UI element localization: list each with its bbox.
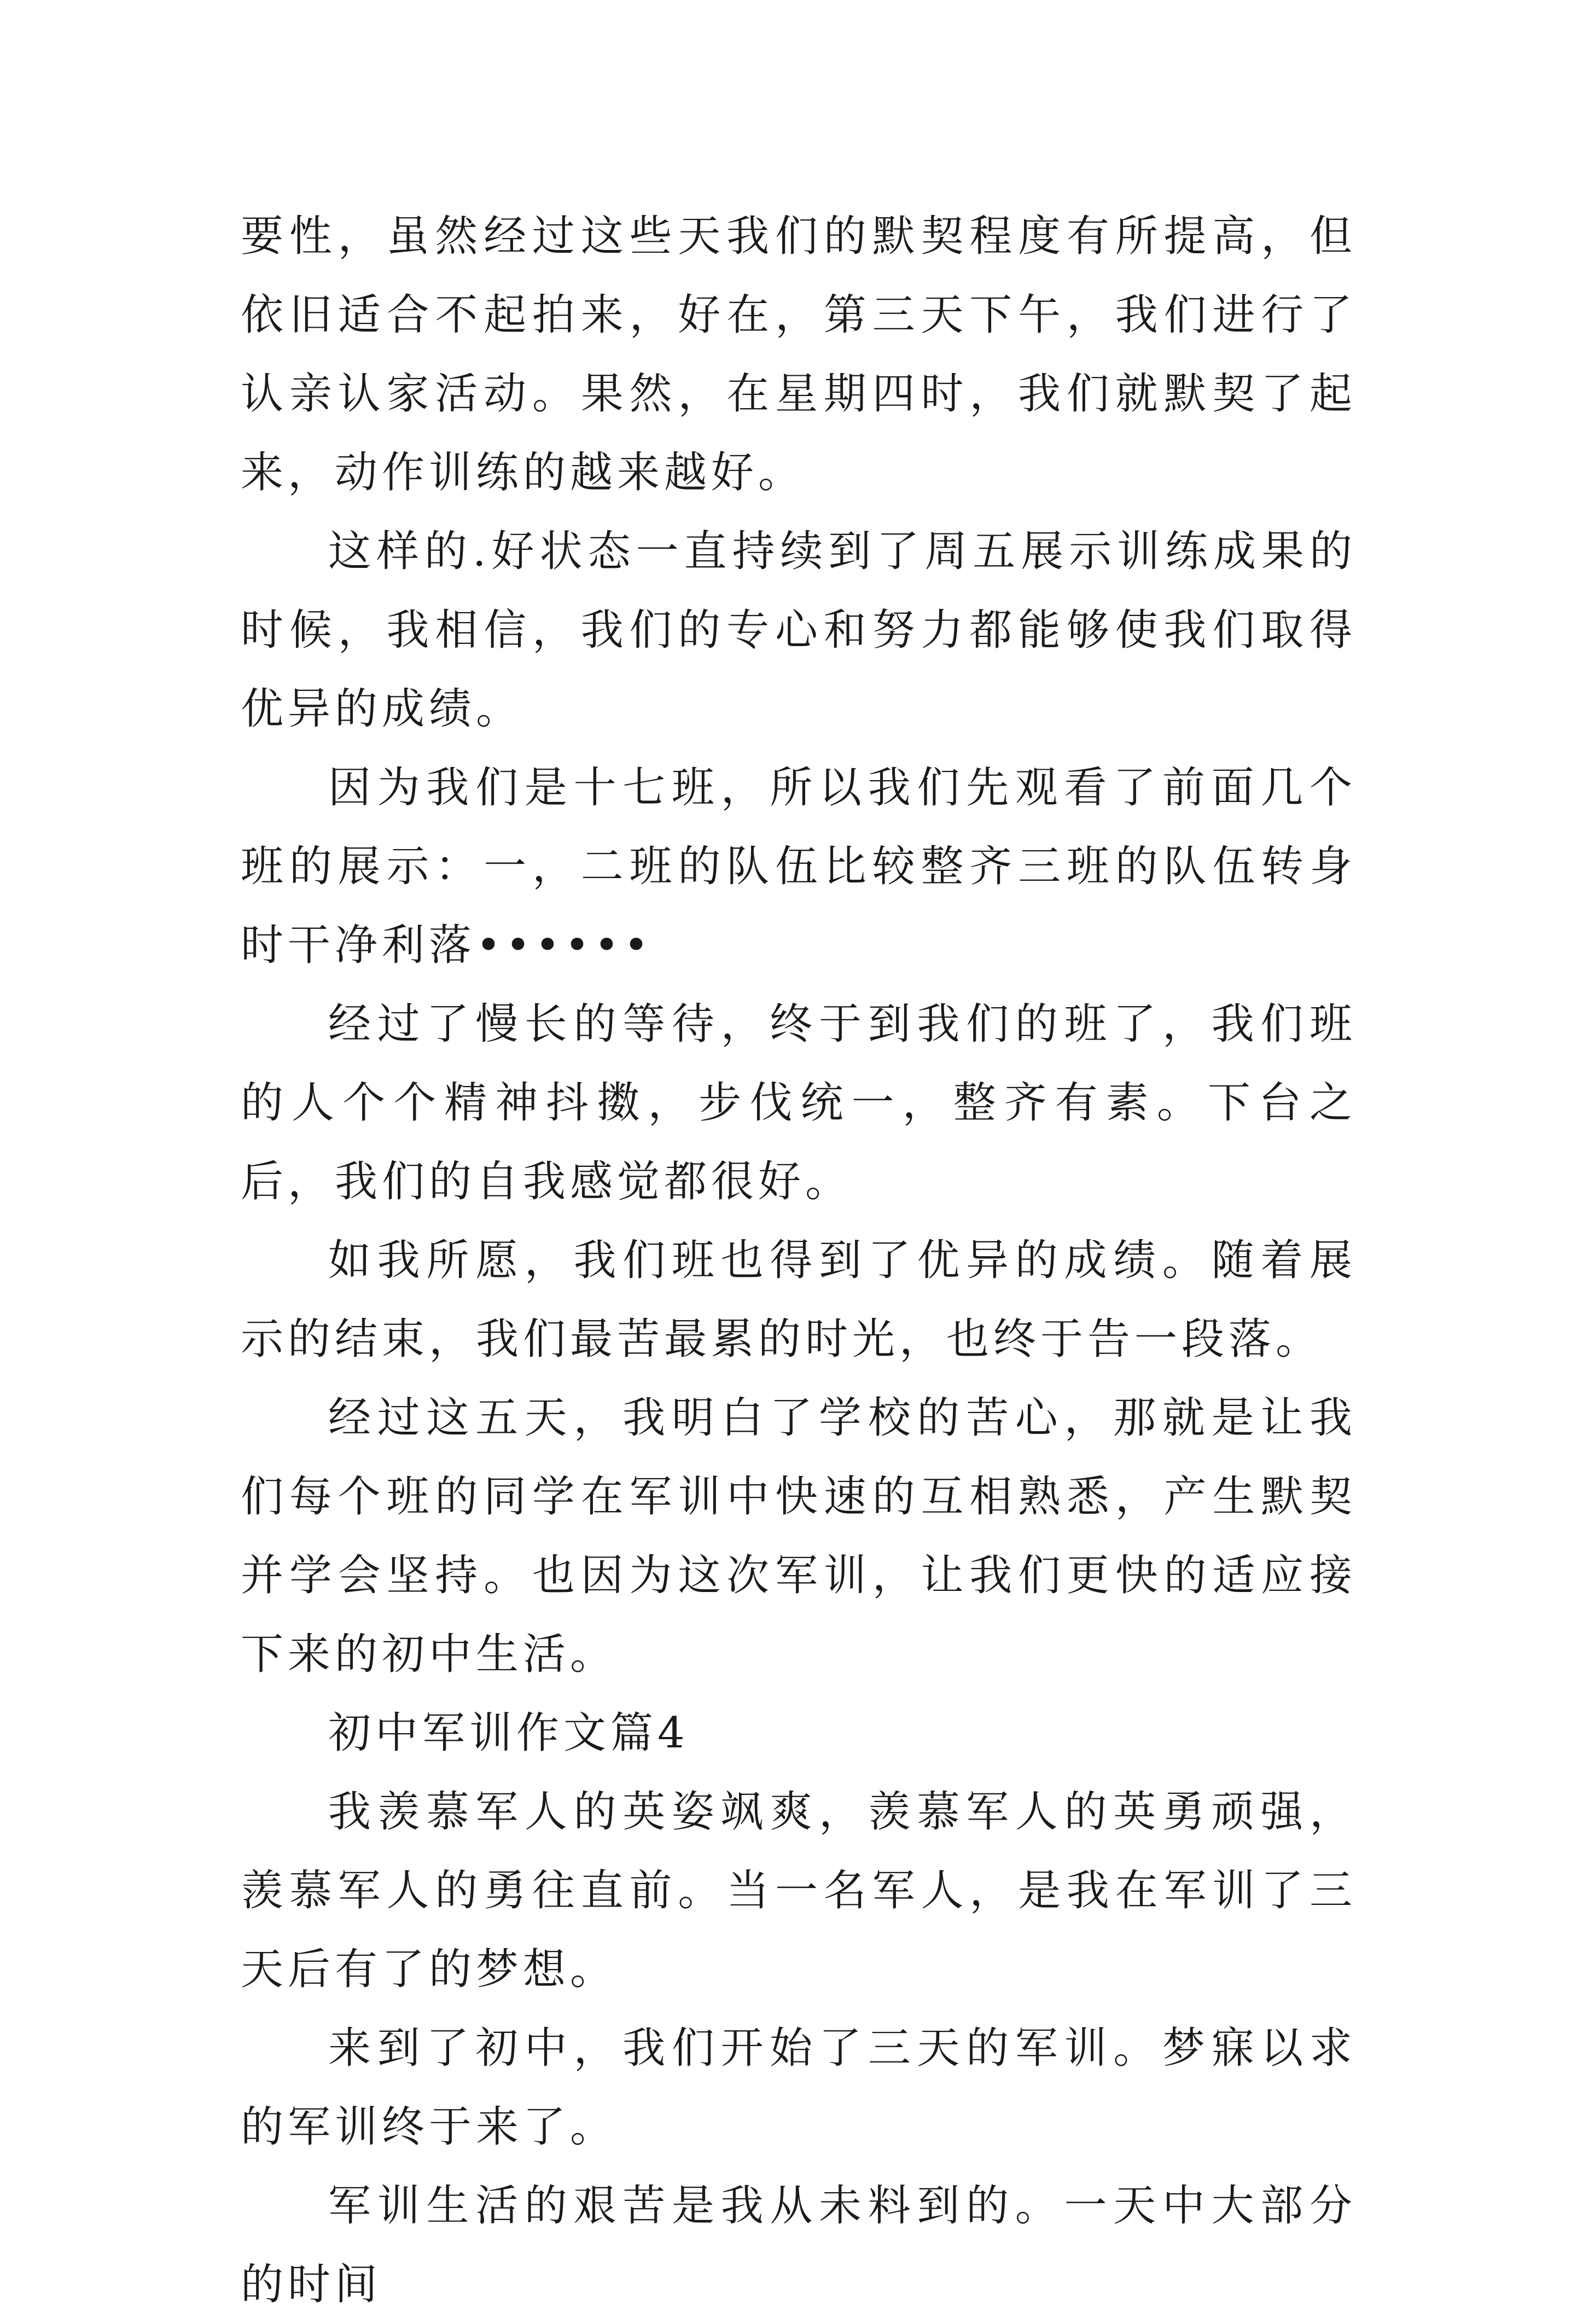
paragraph-6: 经过这五天，我明白了学校的苦心，那就是让我们每个班的同学在军训中快速的互相熟悉，产生默契并学会坚持。也因为这次军训，让我们更快的适应接下来的初中生活。 bbox=[241, 1393, 1357, 1679]
paragraph-5: 如我所愿，我们班也得到了优异的成绩。随着展示的结束，我们最苦最累的时光，也终于告一段落。 bbox=[241, 1236, 1357, 1364]
paragraph-8: 来到了初中，我们开始了三天的军训。梦寐以求的军训终于来了。 bbox=[241, 2024, 1357, 2152]
paragraph-9: 军训生活的艰苦是我从未料到的。一天中大部分的时间 bbox=[241, 2181, 1357, 2309]
paragraph-3: 因为我们是十七班，所以我们先观看了前面几个班的展示：一，二班的队伍比较整齐三班的队伍转身时干净利落•••••• bbox=[241, 763, 1357, 970]
paragraph-2: 这样的.好状态一直持续到了周五展示训练成果的时候，我相信，我们的专心和努力都能够使我们取得优异的成绩。 bbox=[241, 527, 1357, 734]
section-heading: 初中军训作文篇4 bbox=[328, 1709, 689, 1758]
paragraph-4: 经过了慢长的等待，终于到我们的班了，我们班的人个个精神抖擞，步伐统一，整齐有素。下台之后，我们的自我感觉都很好。 bbox=[241, 1000, 1357, 1206]
paragraph-7: 我羡慕军人的英姿飒爽，羡慕军人的英勇顽强，羡慕军人的勇往直前。当一名军人，是我在军训了三天后有了的梦想。 bbox=[241, 1787, 1357, 1994]
document-body bbox=[241, 197, 1357, 2324]
paragraph-1: 要性，虽然经过这些天我们的默契程度有所提高，但依旧适合不起拍来，好在，第三天下午，我们进行了认亲认家活动。果然，在星期四时，我们就默契了起来，动作训练的越来越好。 bbox=[241, 212, 1357, 497]
